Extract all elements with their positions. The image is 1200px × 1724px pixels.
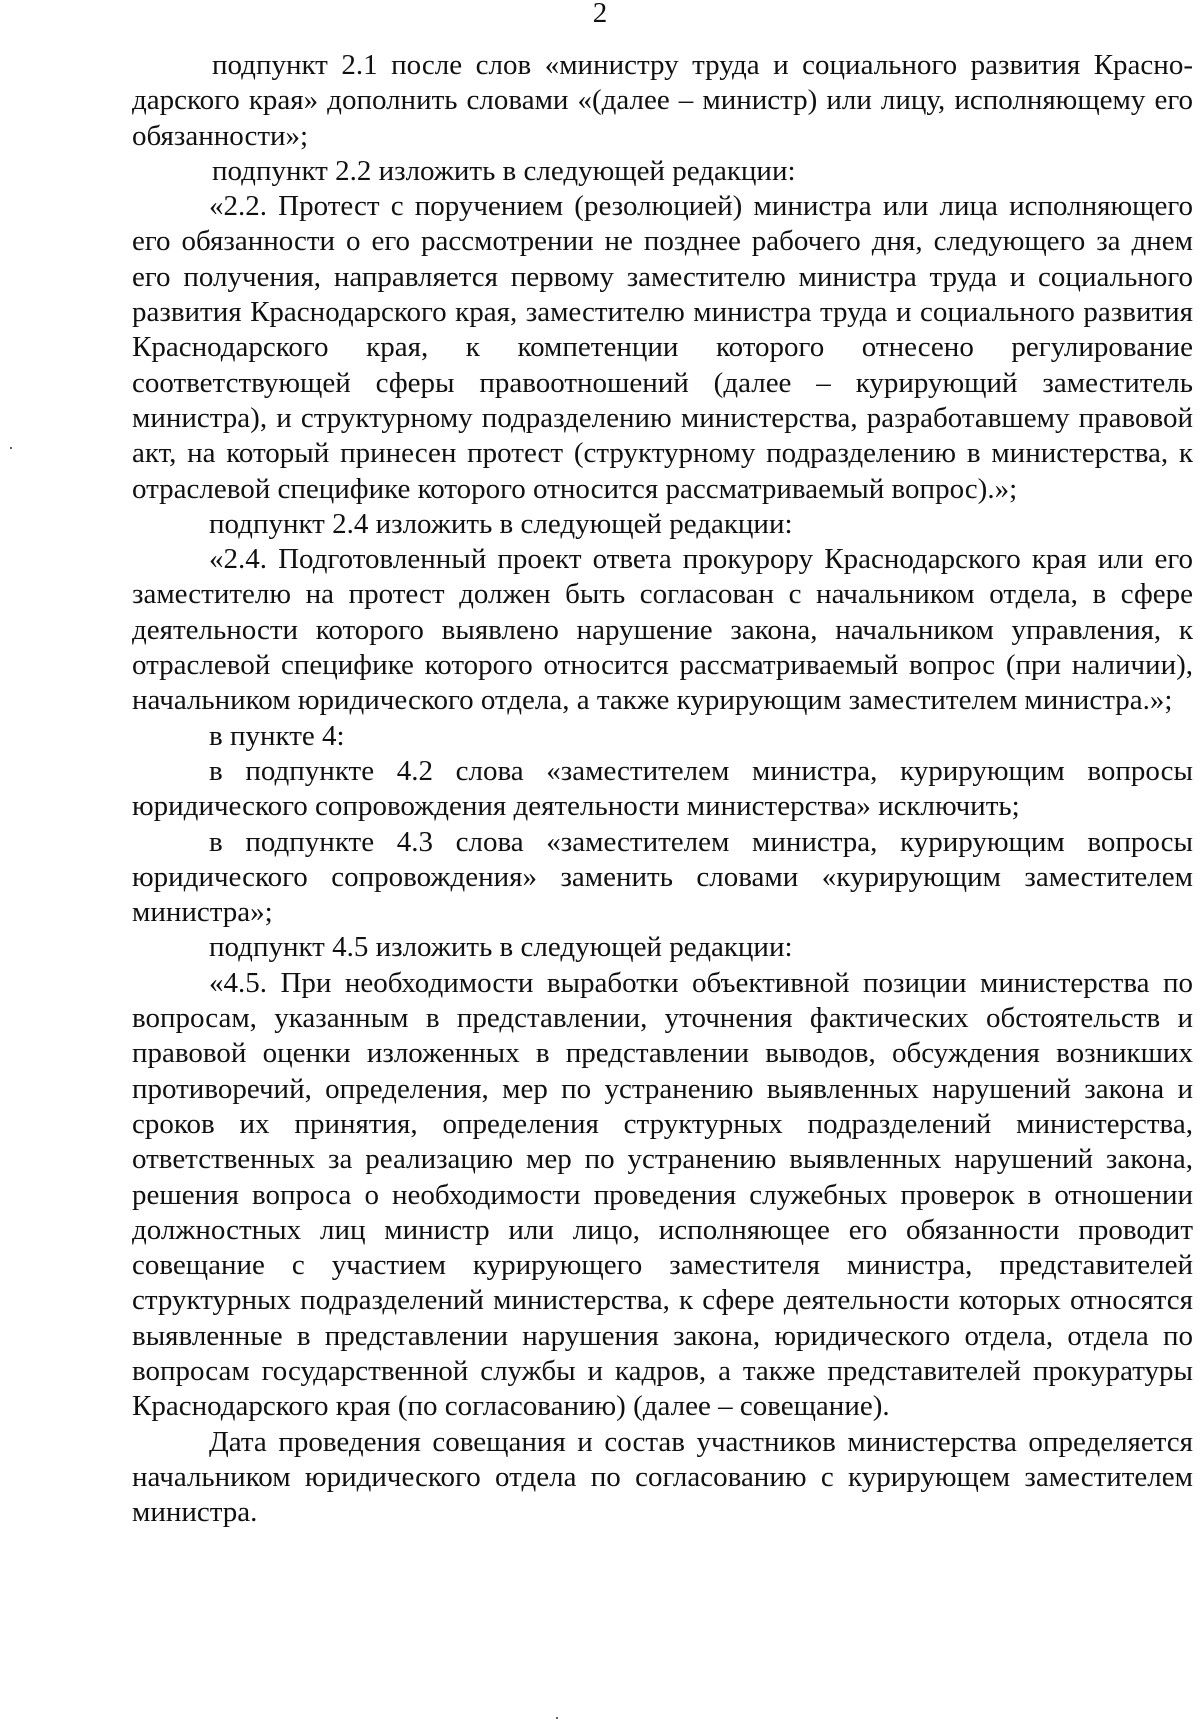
paragraph-subpoint-2-2-text: «2.2. Протест с поручением (резолюцией) министра или лица исполняющего его обязанности о его рассмотрении не позднее рабочего дня, следующего за днем его получения, направляется первому заместителю министра труда и социального развития Краснодарского края, заместителю министра труда и социального развития Краснодарского края, к компетенции которого отнесено регулирование соответствующей сферы правоотношений (далее – курирующий заместитель министра), и структурному подразделению министерства, разработавшему правовой акт, на который принесен протест (структурному подразделению в министерства, к отраслевой специфике которого относится рассматриваемый вопрос).»; (132, 190, 1193, 505)
paragraph-meeting-date: Дата проведения совещания и состав участников министерства определяется начальником юридического отдела по согласованию с курирующем заместителем министра. (132, 1425, 1193, 1529)
document-body (132, 48, 1193, 1530)
paragraph-point-4-intro: в пункте 4: (209, 719, 345, 752)
paragraph-subpoint-4-3: в подпункте 4.3 слова «заместителем министра, курирующим вопросы юридического сопровождения» заменить словами «курирующим заместителем министра»; (132, 825, 1193, 929)
scan-artifact-dot (556, 1717, 558, 1719)
paragraph-subpoint-2-1: подпункт 2.1 после слов «министру труда и социального развития Краснодарского края» дополнить словами «(далее – министр) или лицу, исполняющему его обязанности»; (132, 49, 1193, 152)
paragraph-subpoint-4-5-intro: подпункт 4.5 изложить в следующей редакции: (209, 931, 793, 964)
paragraph-subpoint-2-4-text: «2.4. Подготовленный проект ответа прокурору Краснодарского края или его заместителю на протест должен быть согласован с начальником отдела, в сфере деятельности которого выявлено нарушение закона, начальником управления, к отраслевой специфике которого относится рассматриваемый вопрос (при наличии), начальником юридического отдела, а также курирующим заместителем министра.»; (132, 543, 1193, 717)
page-number: 2 (592, 0, 608, 29)
paragraph-subpoint-4-2: в подпункте 4.2 слова «заместителем министра, курирующим вопросы юридического сопровождения деятельности министерства» исключить; (132, 754, 1193, 823)
paragraph-subpoint-2-2-intro: подпункт 2.2 изложить в следующей редакции: (212, 154, 796, 187)
paragraph-subpoint-2-4-intro: подпункт 2.4 изложить в следующей редакции: (209, 507, 793, 540)
paragraph-subpoint-4-5-text: «4.5. При необходимости выработки объективной позиции министерства по вопросам, указанным в представлении, уточнения фактических обстоятельств и правовой оценки изложенных в представлении выводов, обсуждения возникших противоречий, определения, мер по устранению выявленных нарушений закона и сроков их принятия, определения структурных подразделений министерства, ответственных за реализацию мер по устранению выявленных нарушений закона, решения вопроса о необходимости проведения служебных проверок в отношении должностных лиц министр или лицо, исполняющее его обязанности проводит совещание с участием курирующего заместителя министра, представителей структурных подразделений министерства, к сфере деятельности которых относятся выявленные в представлении нарушения закона, юридического отдела, отдела по вопросам государственной службы и кадров, а также представителей прокуратуры Краснодарского края (по согласованию) (далее – совещание). (132, 966, 1193, 1423)
scan-artifact-dot (10, 447, 12, 449)
